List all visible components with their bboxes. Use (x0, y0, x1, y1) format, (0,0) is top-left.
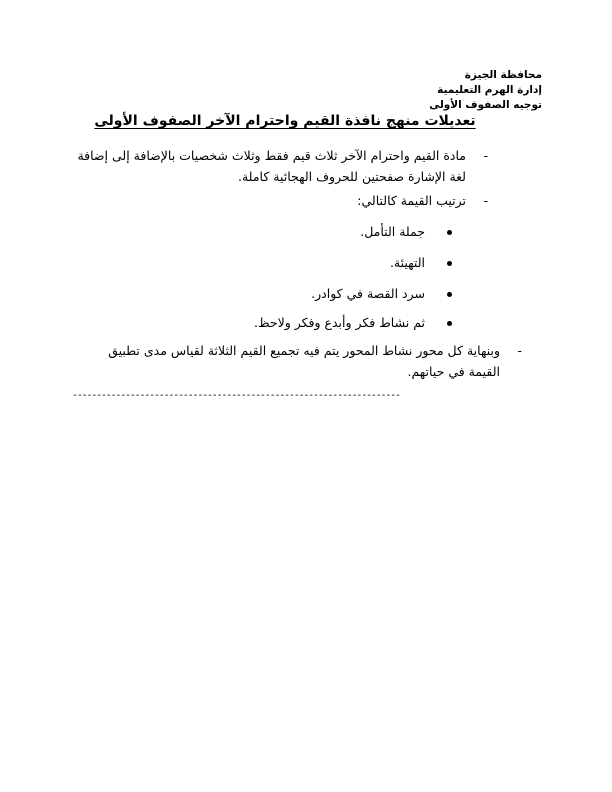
list-item (68, 145, 488, 187)
bullet-text: ثم نشاط فكر وأبدع وفكر ولاحظ. (254, 315, 425, 330)
governorate-label: محافظة الجيزة (464, 69, 542, 81)
bullet-dot (447, 261, 452, 266)
department-label: توجيه الصفوف الأولى (429, 99, 542, 111)
bullet-text: التهيئة. (389, 255, 425, 270)
document-title: تعديلات منهج نافذة القيم واحترام الآخر الصفوف الأولى (94, 113, 476, 129)
bullet-dot (447, 321, 452, 326)
dash-marker: - (483, 193, 488, 208)
document-header (429, 68, 542, 113)
closing-text: وبنهاية كل محور نشاط المحور يتم فيه تجميع القيم الثلاثة لقياس مدى تطبيق القيمة في حياتهم. (108, 343, 500, 379)
bullet-dot (447, 230, 452, 235)
dash-marker: - (483, 148, 488, 163)
bullet-text: سرد القصة في كوادر. (311, 286, 425, 301)
bullet-item (360, 222, 452, 242)
bullet-text: جملة التأمل. (360, 224, 425, 239)
bullet-item (254, 313, 452, 333)
list-item (68, 190, 488, 211)
bullet-dot (447, 292, 452, 297)
list-item-text: ترتيب القيمة كالتالي: (357, 193, 466, 208)
administration-label: إدارة الهرم التعليمية (437, 84, 542, 96)
closing-item (82, 340, 522, 382)
separator-line: -------------------------------------------------------------------- (72, 390, 400, 401)
list-item-text: مادة القيم واحترام الآخر ثلاث قيم فقط وثلاث شخصيات بالإضافة إلى إضافة لغة الإشارة صفحتين للحروف الهجائية كاملة. (77, 148, 466, 184)
bullet-item (390, 253, 452, 273)
bullet-item (311, 284, 452, 304)
dash-marker: - (517, 343, 522, 358)
